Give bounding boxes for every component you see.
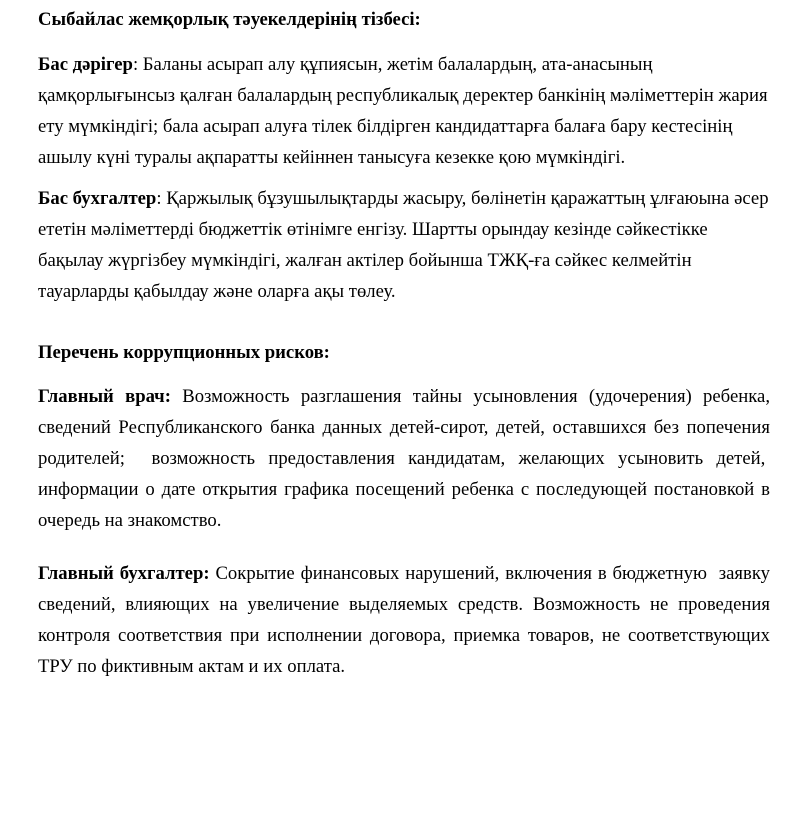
paragraph-glavnyy-buhgalter <box>38 558 770 682</box>
role-label-glavnyy-vrach: Главный врач: <box>38 386 171 407</box>
role-label-bas-buhgalter: Бас бухгалтер <box>38 188 157 209</box>
paragraph-text-bas-dariger: : Баланы асырап алу құпиясын, жетім балалардың, ата-анасының қамқорлығынсыз қалған балалардың республикалық деректер банкінің мәліметтерін жария ету мүмкіндігі; бала асырап алуға тілек білдірген кандидаттарға балаға бару кестесінің ашылу күні туралы ақпаратты кейіннен танысуға кезекке қою мүмкіндігі. <box>38 54 768 168</box>
paragraph-text-bas-buhgalter: : Қаржылық бұзушылықтарды жасыру, бөлінетін қаражаттың ұлғаюына әсер ететін мәліметтерді бюджеттік өтінімге енгізу. Шартты орындау кезінде сәйкестікке бақылау жүргізбеу мүмкіндігі, жалған актілер бойынша ТЖҚ-ға сәйкес келмейтін тауарларды қабылдау және оларға ақы төлеу. <box>38 188 769 302</box>
paragraph-glavnyy-vrach <box>38 381 770 536</box>
role-label-bas-dariger: Бас дәрігер <box>38 54 133 75</box>
paragraph-bas-dariger <box>38 49 770 173</box>
kazakh-risk-list-heading: Сыбайлас жемқорлық тәуекелдерінің тізбесі: <box>38 9 421 30</box>
paragraph-text-glavnyy-buhgalter: Сокрытие финансовых нарушений, включения в бюджетную заявку сведений, влияющих на увеличение выделяемых средств. Возможность не проведения контроля соответствия при исполнении договора, приемка товаров, не соответствующих ТРУ по фиктивным актам и их оплата. <box>38 563 770 677</box>
paragraph-bas-buhgalter <box>38 183 770 307</box>
paragraph-text-glavnyy-vrach: Возможность разглашения тайны усыновления (удочерения) ребенка, сведений Республиканского банка данных детей-сирот, детей, оставшихся без попечения родителей; возможность предоставления кандидатам, желающих усыновить детей, информации о дате открытия графика посещений ребенка с последующей постановкой в очередь на знакомство. <box>38 386 771 531</box>
role-label-glavnyy-buhgalter: Главный бухгалтер: <box>38 563 210 584</box>
russian-risk-list-heading: Перечень коррупционных рисков: <box>38 342 330 363</box>
